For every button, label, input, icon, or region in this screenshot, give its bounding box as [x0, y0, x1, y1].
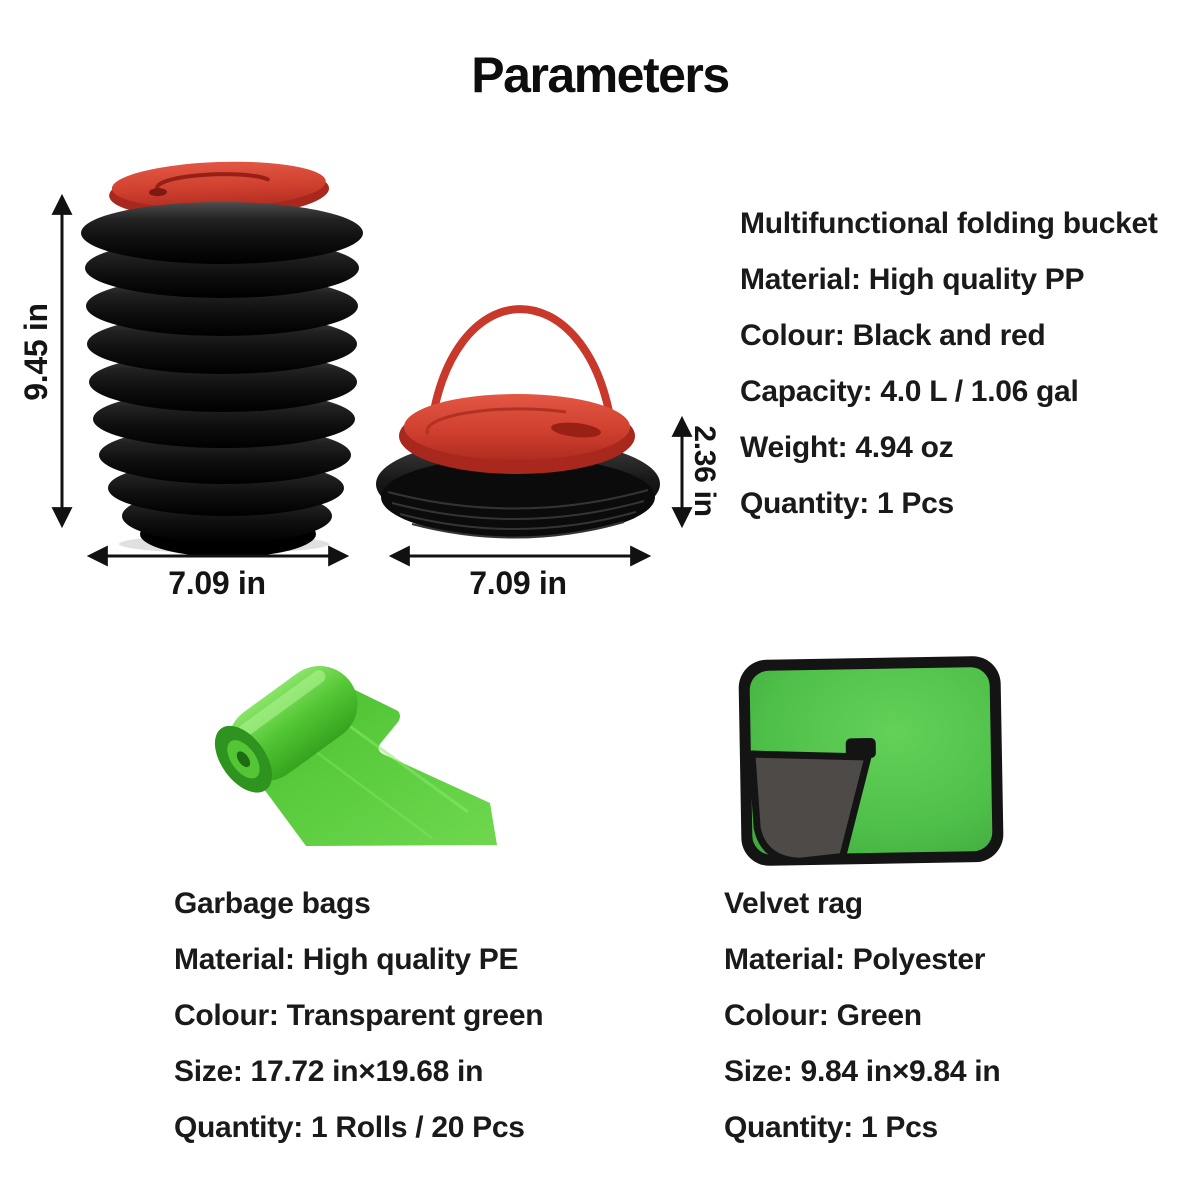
bucket-spec-colour: Colour: Black and red [740, 319, 1046, 352]
bucket-spec-title: Multifunctional folding bucket [740, 207, 1158, 240]
rag-spec-title: Velvet rag [724, 887, 863, 920]
bags-spec-title: Garbage bags [174, 887, 371, 920]
bucket-top-flange [81, 202, 363, 264]
expanded-bucket-illustration [81, 158, 363, 557]
rag-spec-colour: Colour: Green [724, 999, 922, 1032]
bucket-spec-capacity: Capacity: 4.0 L / 1.06 gal [740, 375, 1079, 408]
bags-spec-material: Material: High quality PE [174, 943, 519, 976]
dim-label-width-expanded: 7.09 in [168, 565, 266, 601]
dim-label-height: 9.45 in [18, 303, 54, 401]
velvet-rag-illustration [738, 656, 1004, 867]
bucket-spec-list [740, 196, 1158, 532]
collapsed-lid [399, 394, 635, 474]
rag-spec-quantity: Quantity: 1 Pcs [724, 1111, 938, 1144]
velvet-rag-spec-list [724, 876, 1000, 1156]
bags-spec-colour: Colour: Transparent green [174, 999, 544, 1032]
page-title: Parameters [471, 47, 729, 103]
dim-label-width-collapsed: 7.09 in [469, 565, 567, 601]
dim-label-folded-height: 2.36 in [688, 425, 721, 517]
bucket-spec-weight: Weight: 4.94 oz [740, 431, 954, 464]
bucket-spec-material: Material: High quality PP [740, 263, 1085, 296]
garbage-bag-roll-illustration [203, 651, 497, 846]
bucket-spec-quantity: Quantity: 1 Pcs [740, 487, 954, 520]
bags-spec-size: Size: 17.72 in×19.68 in [174, 1055, 484, 1088]
rag-spec-material: Material: Polyester [724, 943, 986, 976]
garbage-bags-spec-list [174, 876, 543, 1156]
collapsed-bucket-illustration [376, 309, 660, 537]
bags-spec-quantity: Quantity: 1 Rolls / 20 Pcs [174, 1111, 525, 1144]
rag-spec-size: Size: 9.84 in×9.84 in [724, 1055, 1001, 1088]
